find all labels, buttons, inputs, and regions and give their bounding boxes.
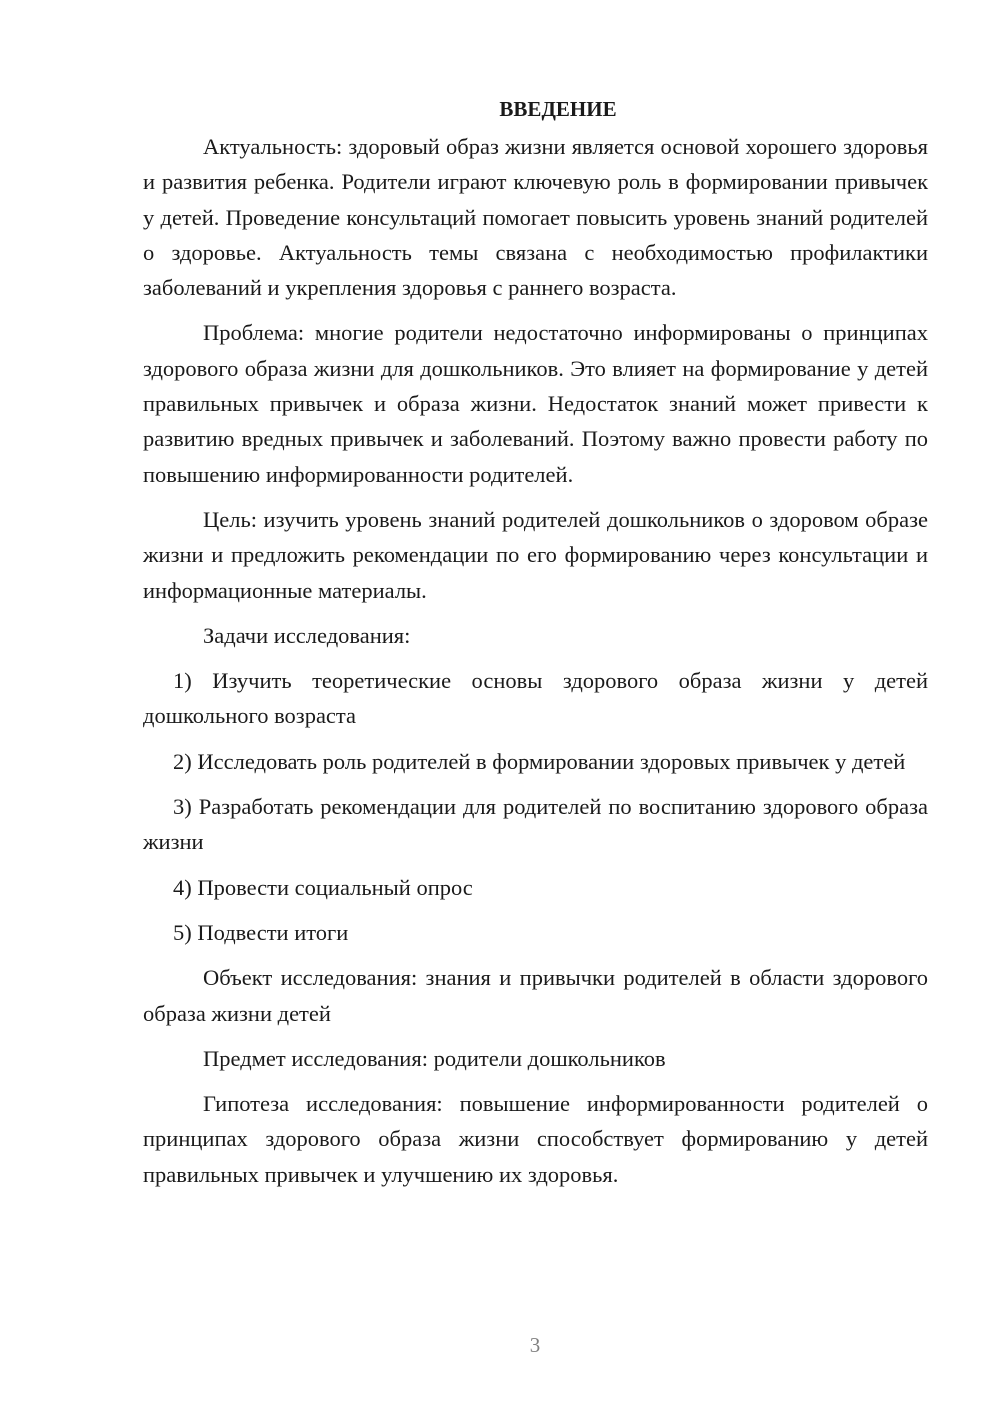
object-paragraph: Объект исследования: знания и привычки родителей в области здорового образа жизни детей (143, 965, 928, 1026)
task-item-5: 5) Подвести итоги (173, 919, 349, 945)
relevance-paragraph: Актуальность: здоровый образ жизни является основой хорошего здоровья и развития ребенка. Родители играют ключевую роль в формировании привычек у детей. Проведение консультаций помогает повысить уровень знаний родителей о здоровье. Актуальность темы связана с необходимостью профилактики заболеваний и укрепления здоровья с раннего возраста. (143, 134, 928, 301)
subject-paragraph: Предмет исследования: родители дошкольников (203, 1045, 666, 1071)
task-item-4: 4) Провести социальный опрос (173, 874, 473, 900)
page-number: 3 (529, 1333, 541, 1357)
task-item-3: 3) Разработать рекомендации для родителей по воспитанию здорового образа жизни (143, 794, 928, 855)
task-item-2: 2) Исследовать роль родителей в формировании здоровых привычек у детей (173, 748, 906, 774)
document-page (143, 92, 928, 1202)
section-title: ВВЕДЕНИЕ (499, 97, 617, 121)
goal-paragraph: Цель: изучить уровень знаний родителей дошкольников о здоровом образе жизни и предложить рекомендации по его формированию через консультации и информационные материалы. (143, 506, 928, 603)
problem-paragraph: Проблема: многие родители недостаточно информированы о принципах здорового образа жизни для дошкольников. Это влияет на формирование у детей правильных привычек и образа жизни. Недостаток знаний может привести к развитию вредных привычек и заболеваний. Поэтому важно провести работу по повышению информированности родителей. (143, 320, 928, 487)
hypothesis-paragraph: Гипотеза исследования: повышение информированности родителей о принципах здорового образа жизни способствует формированию у детей правильных привычек и улучшению их здоровья. (143, 1091, 928, 1187)
task-item-1: 1) Изучить теоретические основы здорового образа жизни у детей дошкольного возраста (143, 668, 928, 729)
tasks-heading: Задачи исследования: (203, 622, 411, 648)
